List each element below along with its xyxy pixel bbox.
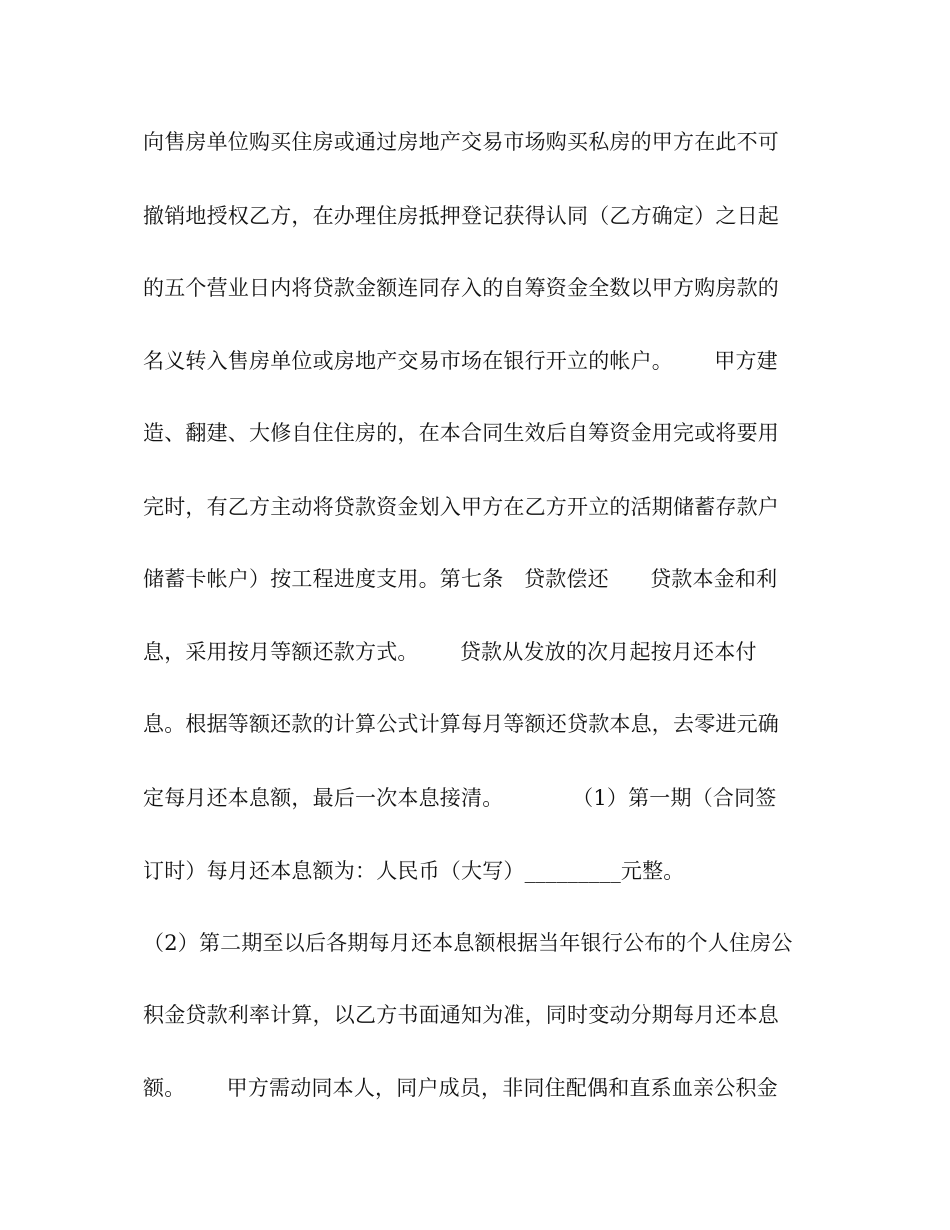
text-line-1: 向售房单位购买住房或通过房地产交易市场购买私房的甲方在此不可 [143,130,779,154]
text-line-12: （2）第二期至以后各期每月还本息额根据当年银行公布的个人住房公 [143,931,793,955]
text-line-6: 完时，有乙方主动将贷款资金划入甲方在乙方开立的活期储蓄存款户 [143,495,779,519]
text-line-11: 订时）每月还本息额为：人民币（大写）_________元整。 [143,859,685,883]
text-line-2: 撤销地授权乙方，在办理住房抵押登记获得认同（乙方确定）之日起 [143,204,779,228]
text-line-5: 造、翻建、大修自住住房的，在本合同生效后自筹资金用完或将要用 [143,421,779,445]
text-line-4: 名义转入售房单位或房地产交易市场在银行开立的帐户。 甲方建 [143,349,778,373]
text-line-3: 的五个营业日内将贷款金额连同存入的自筹资金全数以甲方购房款的 [143,276,779,300]
text-line-10: 定每月还本息额，最后一次本息接清。 （1）第一期（合同签 [143,786,777,810]
text-line-14: 额。 甲方需动同本人，同户成员，非同住配偶和直系血亲公积金 [143,1076,778,1100]
text-line-7: 储蓄卡帐户）按工程进度支用。第七条 贷款偿还 贷款本金和利 [143,567,778,591]
text-line-8: 息，采用按月等额还款方式。 贷款从发放的次月起按月还本付 [143,640,757,664]
text-line-13: 积金贷款利率计算，以乙方书面通知为准，同时变动分期每月还本息 [143,1003,779,1027]
text-line-9: 息。根据等额还款的计算公式计算每月等额还贷款本息，去零进元确 [143,712,779,736]
